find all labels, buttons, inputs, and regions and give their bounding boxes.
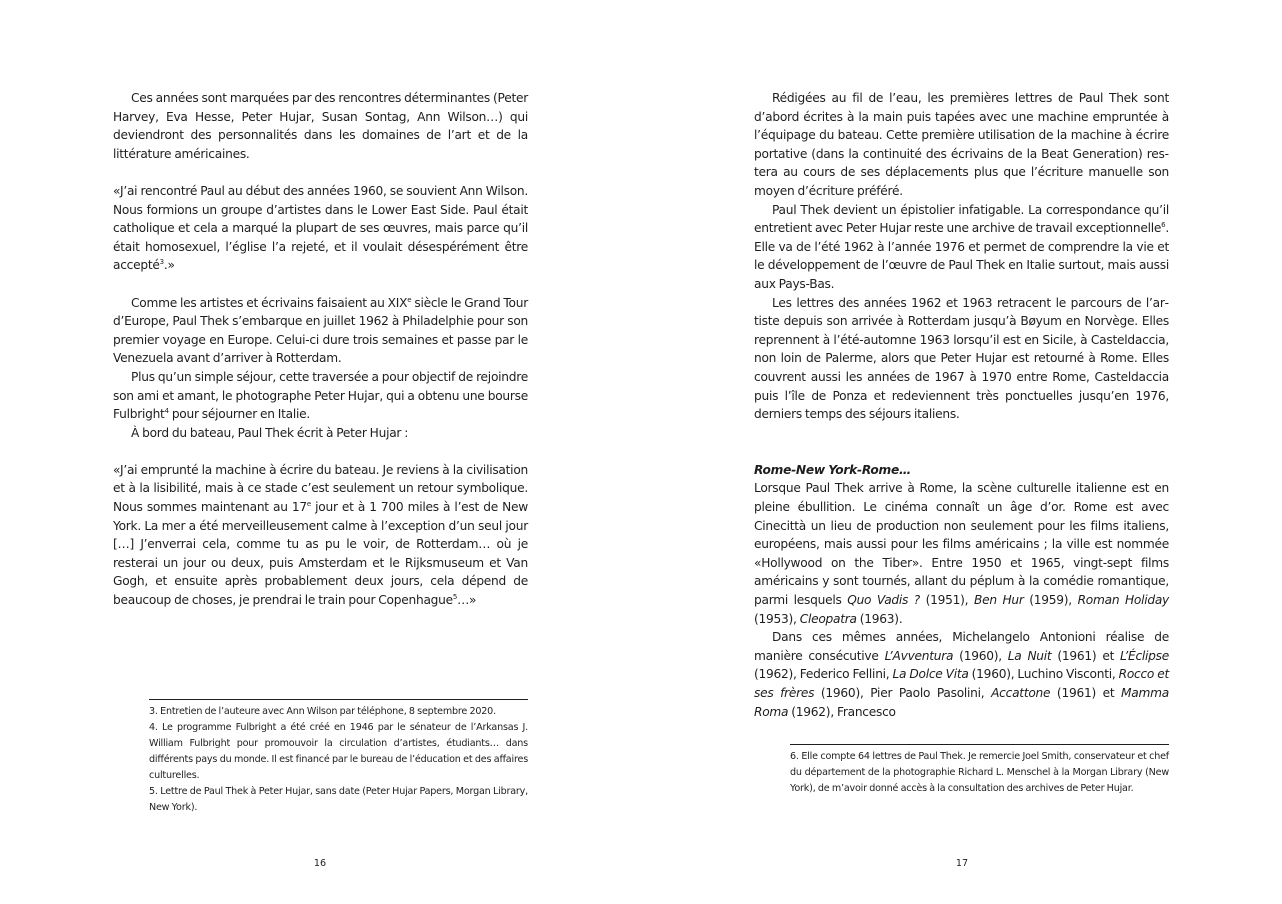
quote-letter: «J’ai emprunté la machine à écrire du bateau. Je reviens à la civilisation et à la lisibilité, mais à ce stade c’est seulement un retour symbolique. Nous sommes maintenant au 17e jour et à 1 700 miles à l’est de New York. La mer a été merveilleusement calme à l’exception d’un seul jour […] J’enverrai cela, comme tu as pu le voir, de Rotterdam… où je resterai un jour ou deux, puis Amsterdam et le Rijksmuseum et Van Gogh, et ensuite après probablement deux jours, cela dépend de beaucoup de choses, je prendrai le train pour Copenhague$^5$…»	[113, 462, 528, 608]
footnote-ref-3: 3	[159, 258, 164, 267]
directors-paragraph: Dans ces mêmes années, Michelangelo Antonioni réalise de manière consécutive L’Avventura (1960), La Nuit (1961) et L’Éclipse (1962), Federico Fellini, La Dolce Vita (1960), Luchino Visconti, Rocco et ses frères (1960), Pier Paolo Pasolini, Accattone (1961) et Mamma Roma (1962), Francesco	[754, 630, 1170, 719]
voyage-paragraph: Plus qu’un simple séjour, cette traversée a pour objectif de rejoindre son ami et amant, le photographe Peter Hujar, qui a obtenu une bourse Fulbright$^4$ pour séjourner en Italie.	[113, 369, 528, 422]
page-number-left: 16	[313, 858, 327, 869]
quote-ann-wilson: «J’ai rencontré Paul au début des années 1960, se souvient Ann Wilson. Nous formions un groupe d’artistes dans le Lower East Side. Paul était catholique et cela a marqué la plupart de ses œuvres, mais parce qu’il était homosexuel, l’église l’a rejeté, et il voulait désespérément être accepté$^3$.»	[113, 183, 528, 273]
footnote-3: 3. Entretien de l’auteure avec Ann Wilson par téléphone, 8 septembre 2020.	[149, 706, 496, 717]
footnote-ref-5: 5	[452, 593, 458, 602]
section-heading: Rome-New York-Rome…	[754, 462, 911, 477]
left-body-text	[113, 89, 528, 610]
footnote-ref-6: 6	[1161, 221, 1166, 230]
right-body-text	[754, 89, 1169, 721]
on-board-paragraph: À bord du bateau, Paul Thek écrit à Peter Hujar :	[131, 425, 409, 440]
right-page	[641, 0, 1282, 904]
rome-cinema-paragraph: Lorsque Paul Thek arrive à Rome, la scène culturelle italienne est en pleine ébullition. Le cinéma connaît un âge d’or. Rome est avec Cinecittà un lieu de production non seulement pour les films italiens, européens, mais aussi pour les films américains ; la ville est nommée «Hollywood on the Tiber». Entre 1950 et 1965, vingt-sept films américains y sont tournés, allant du péplum à la comédie romantique, parmi lesquels Quo Vadis ? (1951), Ben Hur (1959), Roman Holiday (1953), Cleopatra (1963).	[754, 481, 1170, 626]
right-footnotes	[790, 744, 1169, 797]
grand-tour-paragraph: Comme les artistes et écrivains faisaient au XIXe siècle le Grand Tour d’Europe, Paul Thek s’embarque en juillet 1962 à Philadelphie pour son premier voyage en Europe. Celui-ci dure trois semaines et passe par le Venezuela avant d’arriver à Rotterdam.	[113, 295, 528, 366]
footnote-ref-4: 4	[164, 407, 169, 416]
footnote-4: 4. Le programme Fulbright a été créé en 1946 par le sénateur de l’Arkansas J. William Fulbright pour promouvoir la circulation d’artistes, étudiants… dans différents pays du monde. Il est financé par le bureau de l’éducation et des affaires culturelles.	[149, 722, 528, 781]
footnote-6: 6. Elle compte 64 lettres de Paul Thek. Je remercie Joel Smith, conservateur et chef du département de la photographie Richard L. Menschel à la Morgan Library (New York), de m’avoir donné accès à la consultation des archives de Peter Hujar.	[790, 751, 1169, 794]
intro-paragraph: Ces années sont marquées par des rencontres déterminantes (Peter Harvey, Eva Hesse, Peter Hujar, Susan Sontag, Ann Wilson…) qui deviendront des personnalités dans les domaines de l’art et de la littérature américaines.	[113, 91, 528, 161]
correspondence-paragraph: Paul Thek devient un épistolier infatigable. La correspondance qu’il entretient avec Peter Hujar reste une archive de travail exceptionnelle$^6$. Elle va de l’été 1962 à l’année 1976 et permet de comprendre la vie et le développement de l’œuvre de Paul Thek en Italie surtout, mais aussi aux Pays-Bas.	[754, 202, 1169, 291]
footnote-5: 5. Lettre de Paul Thek à Peter Hujar, sans date (Peter Hujar Papers, Morgan Library, New York).	[149, 786, 528, 813]
page-number-right: 17	[955, 858, 969, 869]
letters-paragraph: Rédigées au fil de l’eau, les premières lettres de Paul Thek sont d’abord écrites à la main puis tapées avec une machine empruntée à l’équipage du bateau. Cette première utilisation de la machine à écrire portative (dans la continuité des écrivains de la Beat Generation) restera au cours de ses déplacements plus que l’écriture manuelle son moyen d’écriture préféré.	[754, 91, 1169, 198]
letters-years-paragraph: Les lettres des années 1962 et 1963 retracent le parcours de l’artiste depuis son arrivée à Rotterdam jusqu’à Bøyum en Norvège. Elles reprennent à l’été-automne 1963 lorsqu’il est en Sicile, à Casteldaccia, non loin de Palerme, alors que Peter Hujar est retourné à Rome. Elles couvrent aussi les années de 1967 à 1970 entre Rome, Casteldaccia puis l’île de Ponza et redeviennent très ponctuelles jusqu’en 1976, derniers temps des séjours italiens.	[754, 295, 1169, 422]
left-footnotes	[149, 699, 528, 816]
